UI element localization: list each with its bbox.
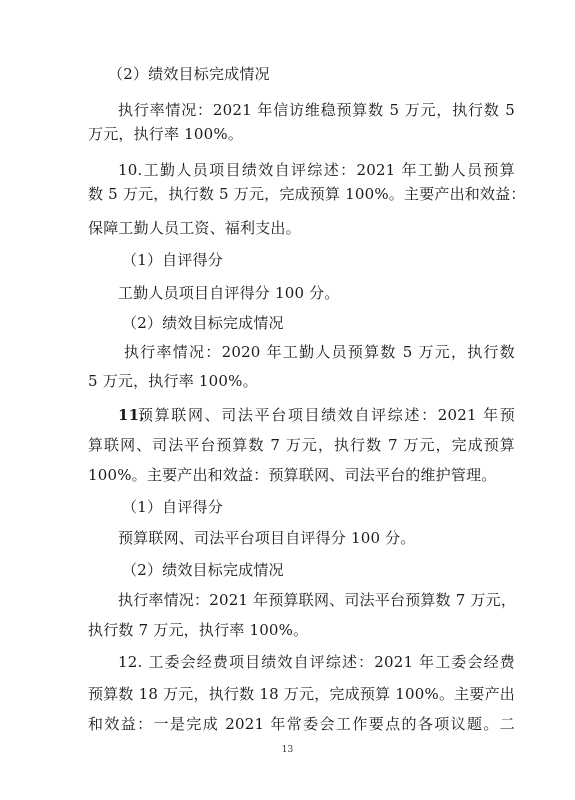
paragraph-line: 5 万元，执行率 100%。 <box>88 372 258 390</box>
heading-performance-goal-2: （2）绩效目标完成情况 <box>122 314 284 332</box>
paragraph-line: 执行率情况：2021 年信访维稳预算数 5 万元，执行数 5 <box>118 101 515 119</box>
paragraph-line: 执行率情况：2021 年预算联网、司法平台预算数 7 万元， <box>118 591 517 609</box>
paragraph-line: 执行率情况：2020 年工勤人员预算数 5 万元，执行数 <box>124 343 515 361</box>
section-11-number: 11. <box>118 406 145 424</box>
paragraph-line: 执行数 7 万元，执行率 100%。 <box>88 621 309 639</box>
paragraph-line: 万元，执行率 100%。 <box>88 125 244 143</box>
section-11-title: 预算联网、司法平台项目绩效自评综述：2021 年预 <box>138 406 515 424</box>
section-10-title: 10.工勤人员项目绩效自评综述：2021 年工勤人员预算 <box>118 161 515 179</box>
paragraph-line: 和效益：一是完成 2021 年常委会工作要点的各项议题。二 <box>88 715 515 733</box>
paragraph-line: 100%。主要产出和效益：预算联网、司法平台的维护管理。 <box>88 466 497 484</box>
paragraph-line: 数 5 万元，执行数 5 万元，完成预算 100%。主要产出和效益： <box>88 185 526 203</box>
paragraph-line: 预算数 18 万元，执行数 18 万元，完成预算 100%。主要产出 <box>88 685 515 703</box>
heading-self-score: （1）自评得分 <box>122 498 223 516</box>
section-12-title: 12. 工委会经费项目绩效自评综述：2021 年工委会经费 <box>118 653 515 671</box>
heading-self-score: （1）自评得分 <box>122 251 223 269</box>
heading-performance-goal-3: （2）绩效目标完成情况 <box>122 561 284 579</box>
paragraph-line: 算联网、司法平台预算数 7 万元，执行数 7 万元，完成预算 <box>88 436 515 454</box>
paragraph-line: 预算联网、司法平台项目自评得分 100 分。 <box>118 529 416 547</box>
paragraph-line: 工勤人员项目自评得分 100 分。 <box>118 284 340 302</box>
heading-performance-goal-1: （2）绩效目标完成情况 <box>108 65 270 83</box>
paragraph-line: 保障工勤人员工资、福利支出。 <box>88 219 301 237</box>
page-number: 13 <box>281 745 294 755</box>
